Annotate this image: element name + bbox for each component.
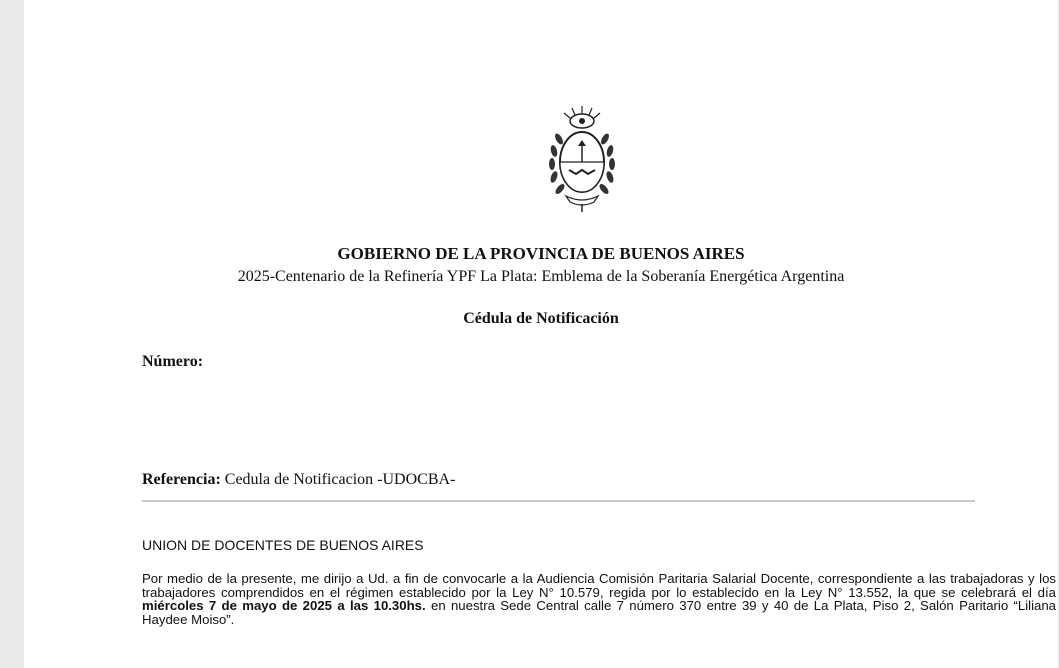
body-text-part1: Por medio de la presente, me dirijo a Ud. a fin de convocarle a la Audiencia Comisión Paritaria Salarial Docente, correspondiente a las trabajadoras y los trabajadores comprendidos en el régimen establecido por la Ley N° 10.579, regida por lo establecido en la Ley N° 13.552, la que se celebrará el día [142, 571, 1056, 600]
referencia-value: Cedula de Notificacion -UDOCBA- [220, 471, 456, 488]
numero-label: Número: [142, 353, 204, 370]
document-page [24, 0, 1058, 668]
year-motto: 2025-Centenario de la Refinería YPF La Plata: Emblema de la Soberanía Energética Argentina [237, 268, 845, 285]
body-paragraph [142, 572, 1056, 626]
recipient-name: UNION DE DOCENTES DE BUENOS AIRES [142, 537, 424, 553]
document-type-title: Cédula de Notificación [463, 310, 619, 327]
referencia-line [142, 471, 455, 489]
coat-of-arms-icon [542, 104, 622, 214]
section-divider [142, 500, 975, 502]
body-date-highlight: miércoles 7 de mayo de 2025 a las 10.30hs. [142, 598, 426, 614]
body-text-part2: en nuestra Sede Central calle 7 número 370 entre 39 y 40 de La Plata, Piso 2, Salón Paritario “Liliana Haydee Moiso”. [142, 598, 1057, 627]
government-title: GOBIERNO DE LA PROVINCIA DE BUENOS AIRES [337, 244, 745, 263]
referencia-label: Referencia: [142, 471, 221, 488]
